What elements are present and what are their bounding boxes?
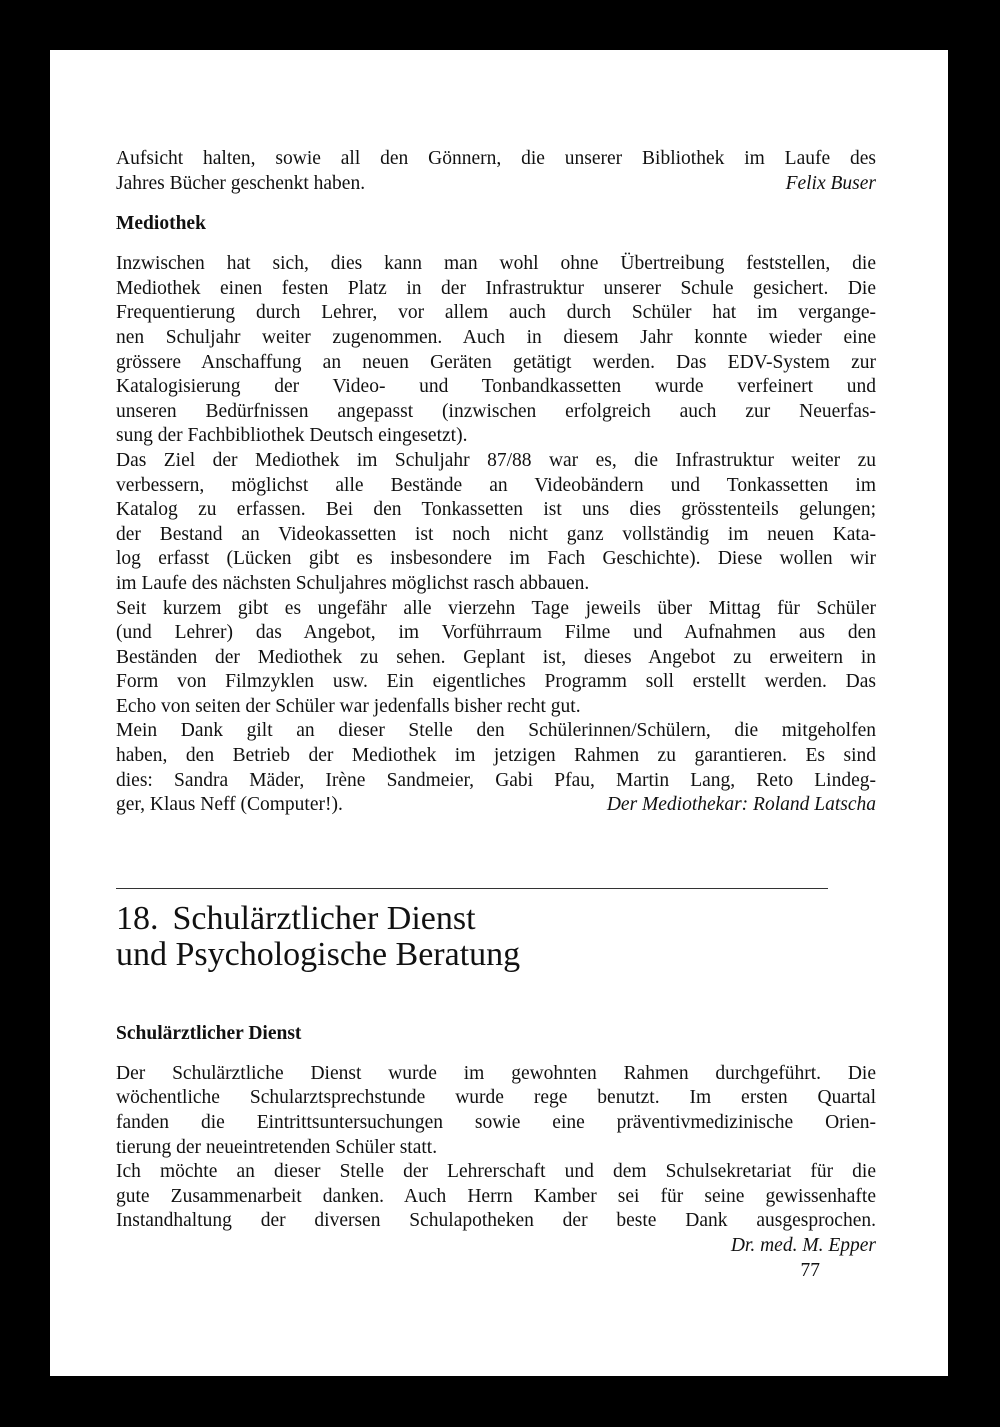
text-line: gute Zusammenarbeit danken. Auch Herrn Kamber sei für seine gewissenhafte [116,1185,876,1207]
section-heading-schularzt: Schulärztlicher Dienst [116,1022,302,1044]
signature-line [116,793,876,818]
text-line: Inzwischen hat sich, dies kann man wohl ohne Übertreibung feststellen, die [116,253,876,275]
signature: Dr. med. M. Epper [730,1235,876,1256]
paragraph [116,597,876,720]
text-line: verbessern, möglichst alle Bestände an Videobändern und Tonkassetten im [116,474,876,496]
text-line: Katalog zu erfassen. Bei den Tonkassetten ist uns dies grösstenteils gelungen; [116,499,876,521]
chapter-title-line-1: Schulärztlicher Dienst [172,899,476,937]
chapter-title [116,901,876,973]
section-heading-mediothek: Mediothek [116,213,206,235]
page-content [116,147,876,1259]
chapter-title-line-2: und Psychologische Beratung [116,935,521,973]
section-divider [116,888,828,889]
schularzt-body [116,1062,876,1259]
text-line: Das Ziel der Mediothek im Schuljahr 87/88 war es, die Infrastruktur weiter zu [116,449,876,471]
text-line: ger, Klaus Neff (Computer!). [116,794,343,816]
text-line: Form von Filmzyklen usw. Ein eigentliches Programm soll erstellt werden. Das [116,671,876,693]
signature: Der Mediothekar: Roland Latscha [606,794,876,816]
text-line: dies: Sandra Mäder, Irène Sandmeier, Gabi Pfau, Martin Lang, Reto Lindeg- [116,769,876,791]
paragraph [116,449,876,597]
document-page [50,50,948,1376]
text-line: unseren Bedürfnissen angepasst (inzwischen erfolgreich auch zur Neuerfas- [116,400,876,422]
signature: Felix Buser [785,172,876,194]
intro-paragraph [116,147,876,196]
text-line: Instandhaltung der diversen Schulapotheken der beste Dank ausgesprochen. [116,1210,876,1232]
text-line: sung der Fachbibliothek Deutsch eingesetzt). [116,425,468,447]
text-line: tierung der neueintretenden Schüler statt. [116,1136,438,1158]
paragraph [116,252,876,449]
text-line: Aufsicht halten, sowie all den Gönnern, die unserer Bibliothek im Laufe des [116,148,876,169]
text-line: Der Schulärztliche Dienst wurde im gewohnten Rahmen durchgeführt. Die [116,1062,876,1084]
text-line: Frequentierung durch Lehrer, vor allem auch durch Schüler hat im vergange- [116,302,876,324]
text-line: grössere Anschaffung an neuen Geräten getätigt werden. Das EDV-System zur [116,351,876,373]
text-line: Katalogisierung der Video- und Tonbandkassetten wurde verfeinert und [116,376,876,398]
text-line: (und Lehrer) das Angebot, im Vorführraum Filme und Aufnahmen aus den [116,622,876,644]
text-line: wöchentliche Schularztsprechstunde wurde rege benutzt. Im ersten Quartal [116,1087,876,1109]
text-line: Jahres Bücher geschenkt haben. [116,172,366,194]
text-line: fanden die Eintrittsuntersuchungen sowie eine präventivmedizinische Orien- [116,1112,876,1134]
text-line: Beständen der Mediothek zu sehen. Geplant ist, dieses Angebot zu erweitern in [116,646,876,668]
text-line: im Laufe des nächsten Schuljahres möglichst rasch abbauen. [116,572,590,594]
text-line: Echo von seiten der Schüler war jedenfalls bisher recht gut. [116,695,581,717]
paragraph [116,719,876,817]
text-line: Seit kurzem gibt es ungefähr alle vierzehn Tage jeweils über Mittag für Schüler [116,597,876,619]
signature-line [116,172,876,197]
text-line: Ich möchte an dieser Stelle der Lehrerschaft und dem Schulsekretariat für die [116,1161,876,1183]
text-line: Mein Dank gilt an dieser Stelle den Schülerinnen/Schülern, die mitgeholfen [116,720,876,742]
text-line: haben, den Betrieb der Mediothek im jetzigen Rahmen zu garantieren. Es sind [116,745,876,767]
text-line: Mediothek einen festen Platz in der Infrastruktur unserer Schule gesichert. Die [116,277,876,299]
text-line: nen Schuljahr weiter zugenommen. Auch in diesem Jahr konnte wieder eine [116,326,876,348]
text-line: der Bestand an Videokassetten ist noch nicht ganz vollständig im neuen Kata- [116,523,876,545]
paragraph [116,1160,876,1258]
mediothek-body [116,252,876,818]
page-number: 77 [800,1260,820,1281]
paragraph [116,1062,876,1160]
chapter-number: 18. [116,899,159,937]
text-line: log erfasst (Lücken gibt es insbesondere im Fach Geschichte). Diese wollen wir [116,548,876,570]
